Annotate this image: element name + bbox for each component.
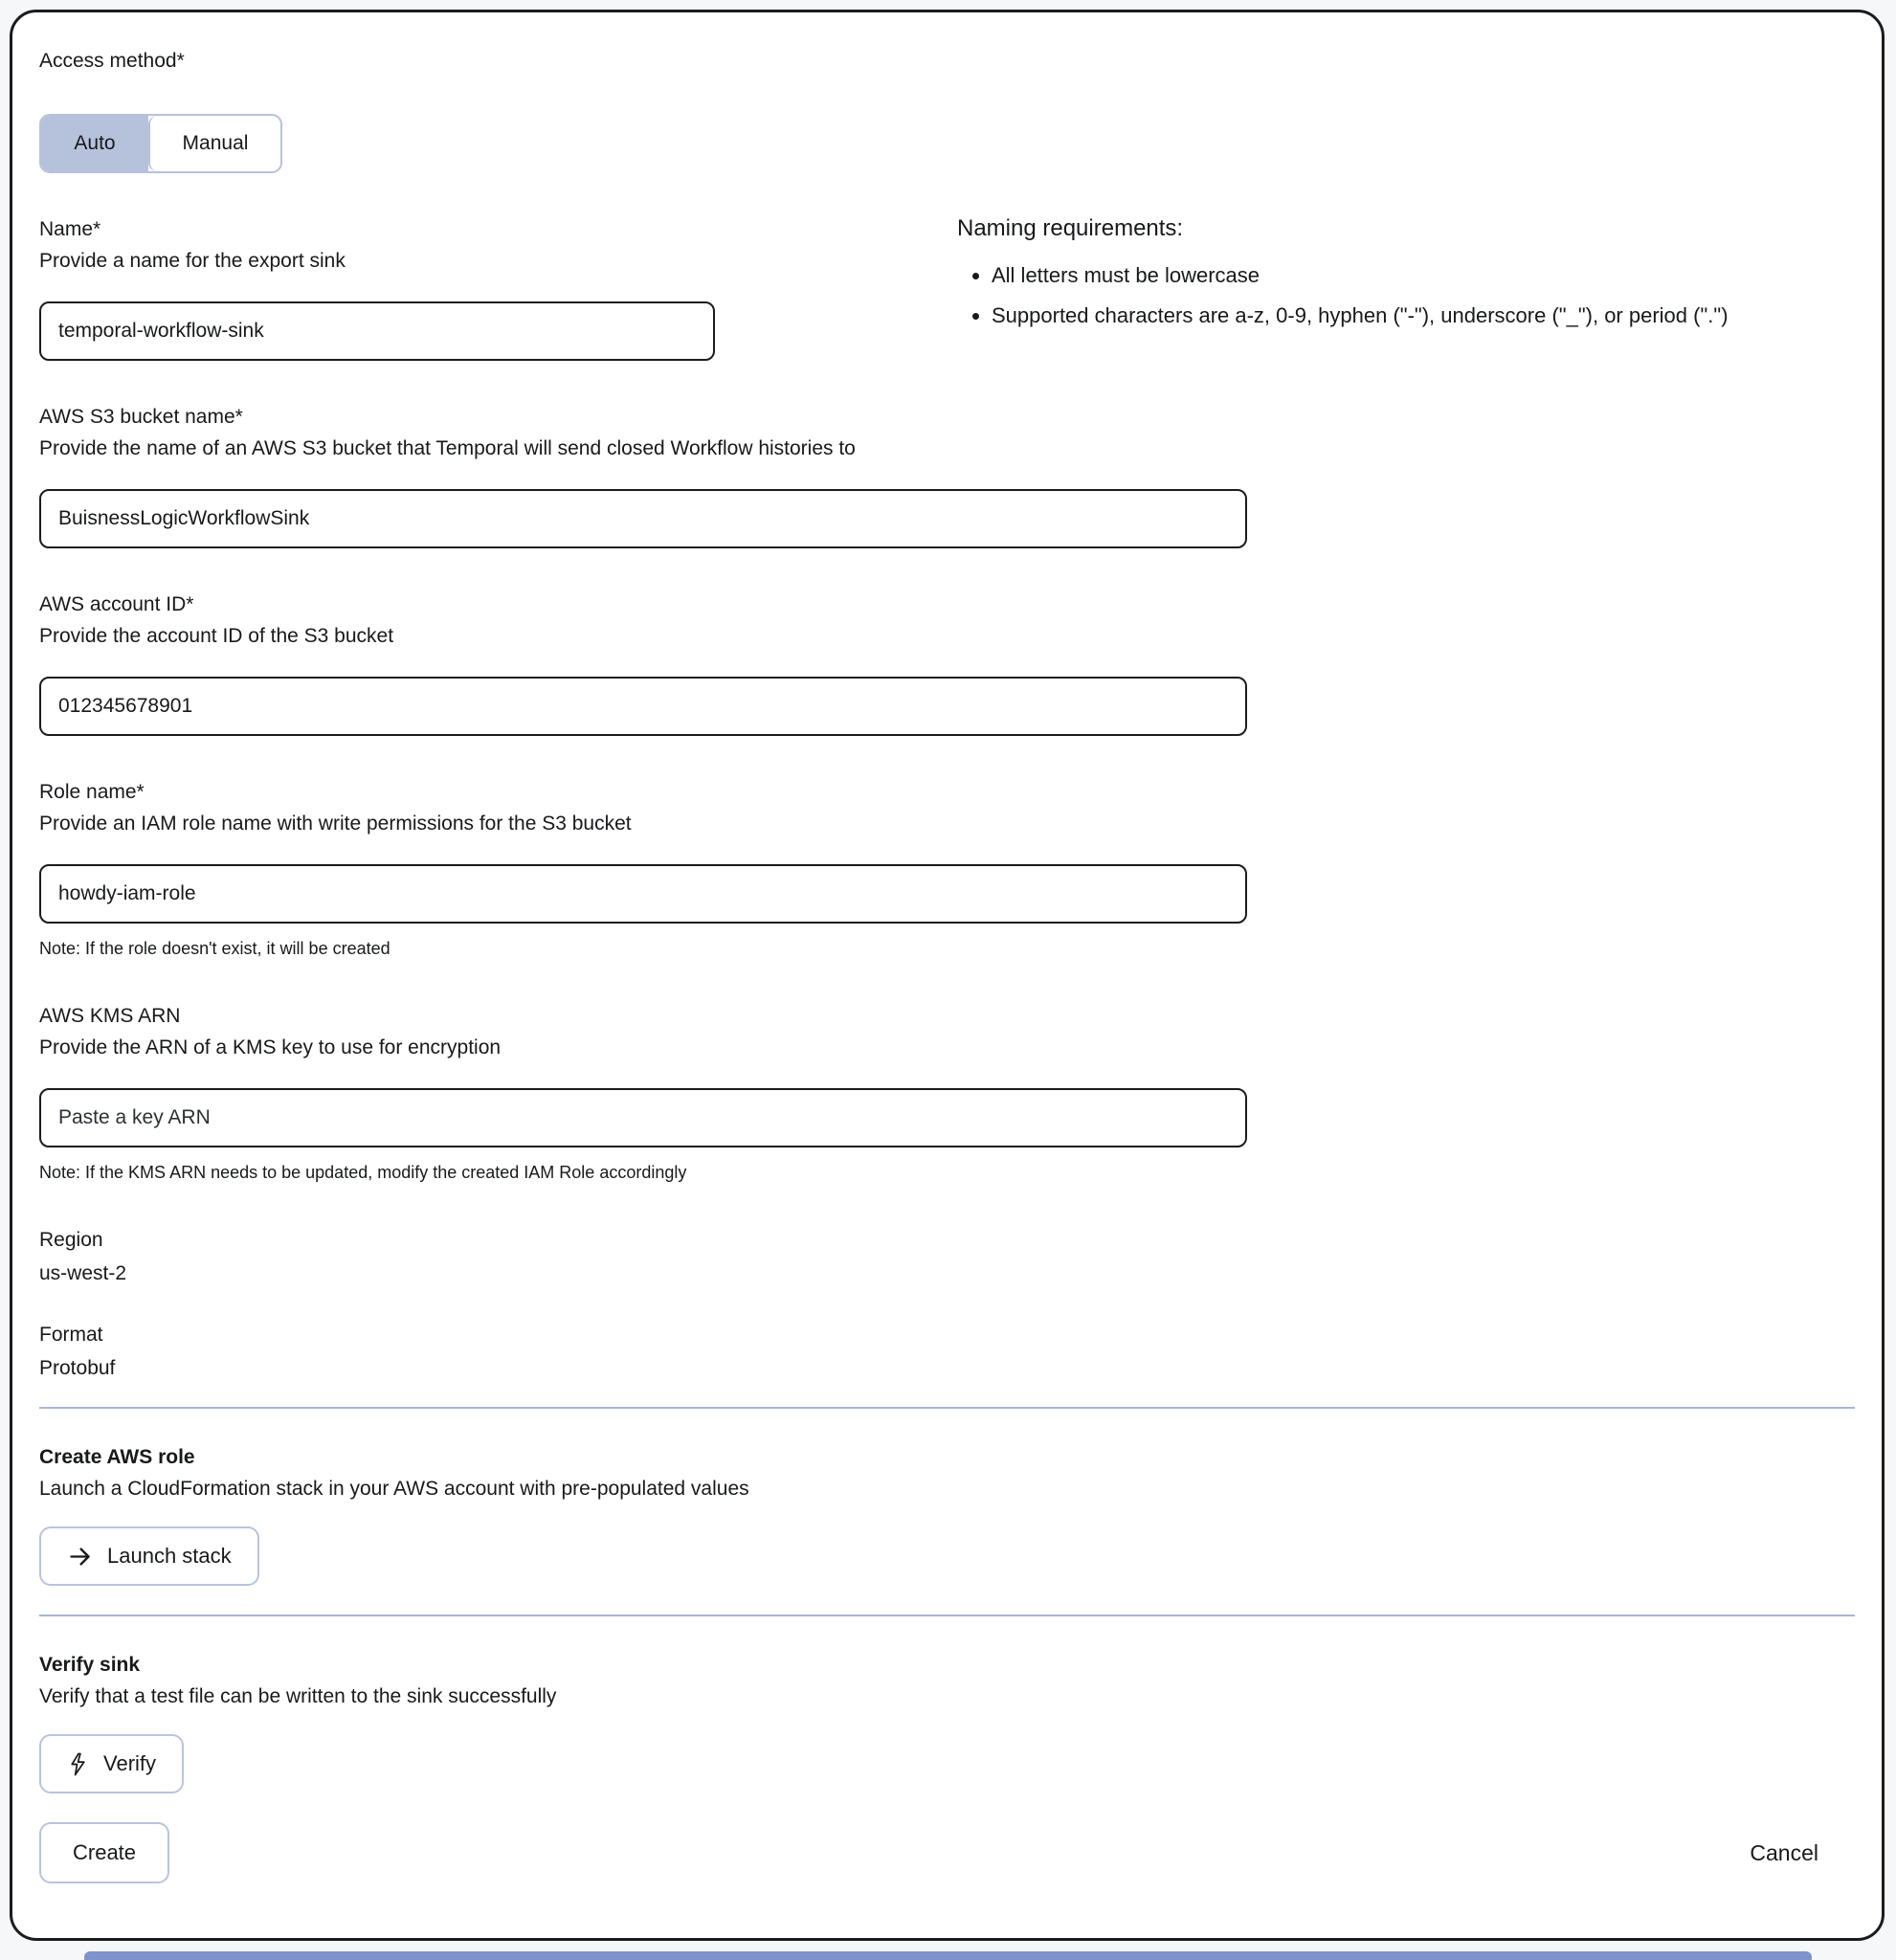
create-button[interactable]: Create (39, 1822, 169, 1883)
naming-requirements-title: Naming requirements: (957, 215, 1184, 241)
format-block (39, 1321, 1855, 1383)
s3-bucket-input[interactable] (39, 489, 1247, 548)
name-field-description: Provide a name for the export sink (39, 250, 346, 272)
lightning-icon (67, 1751, 89, 1777)
account-id-label: AWS account ID* (39, 593, 194, 615)
naming-requirements (957, 212, 1866, 335)
s3-bucket-description: Provide the name of an AWS S3 bucket that Temporal will send closed Workflow histories to (39, 437, 856, 459)
account-id-field (39, 590, 1855, 736)
region-block (39, 1226, 1855, 1288)
name-field-label: Name* (39, 218, 101, 240)
access-method-label: Access method* (39, 50, 185, 72)
s3-bucket-field (39, 403, 1855, 548)
role-name-field (39, 778, 1855, 960)
form-actions (39, 1822, 1855, 1883)
role-name-description: Provide an IAM role name with write permissions for the S3 bucket (39, 813, 632, 835)
launch-stack-button[interactable] (39, 1526, 259, 1586)
section-divider (39, 1407, 1855, 1409)
verify-button[interactable] (39, 1734, 184, 1793)
toggle-option-manual[interactable]: Manual (148, 116, 280, 171)
access-method-toggle (39, 114, 282, 173)
create-aws-role-title: Create AWS role (39, 1446, 195, 1468)
verify-sink-title: Verify sink (39, 1654, 141, 1676)
create-aws-role-description: Launch a CloudFormation stack in your AWS account with pre-populated values (39, 1478, 749, 1500)
toggle-option-auto[interactable]: Auto (41, 116, 148, 171)
role-name-input[interactable] (39, 864, 1247, 924)
naming-requirements-list (957, 256, 1815, 335)
verify-sink-section (39, 1651, 1855, 1793)
account-id-input[interactable] (39, 677, 1247, 736)
launch-stack-button-label: Launch stack (107, 1544, 232, 1568)
cancel-link[interactable]: Cancel (1744, 1839, 1824, 1867)
naming-requirement-item: • All letters must be lowercase (992, 256, 1815, 295)
kms-arn-description: Provide the ARN of a KMS key to use for encryption (39, 1036, 502, 1058)
export-sink-form-card (10, 10, 1885, 1941)
bottom-accent-bar (84, 1951, 1812, 1960)
verify-button-label: Verify (103, 1751, 157, 1775)
kms-arn-field (39, 1002, 1855, 1184)
name-input[interactable] (39, 301, 715, 361)
role-name-label: Role name* (39, 781, 145, 803)
region-value: us-west-2 (39, 1262, 127, 1284)
naming-requirement-item: • Supported characters are a-z, 0-9, hyphen ("-"), underscore ("_"), or period (".") (992, 297, 1815, 335)
s3-bucket-label: AWS S3 bucket name* (39, 406, 243, 428)
create-aws-role-section (39, 1443, 1855, 1586)
kms-arn-note: Note: If the KMS ARN needs to be updated, modify the created IAM Role accordingly (39, 1163, 687, 1182)
arrow-right-icon (67, 1544, 93, 1570)
section-divider (39, 1615, 1855, 1616)
format-value: Protobuf (39, 1357, 116, 1379)
format-label: Format (39, 1324, 103, 1346)
region-label: Region (39, 1229, 103, 1251)
role-name-note: Note: If the role doesn't exist, it will be created (39, 939, 390, 958)
account-id-description: Provide the account ID of the S3 bucket (39, 625, 394, 647)
kms-arn-label: AWS KMS ARN (39, 1005, 181, 1027)
verify-sink-description: Verify that a test file can be written to the sink successfully (39, 1685, 557, 1707)
kms-arn-input[interactable] (39, 1088, 1247, 1147)
